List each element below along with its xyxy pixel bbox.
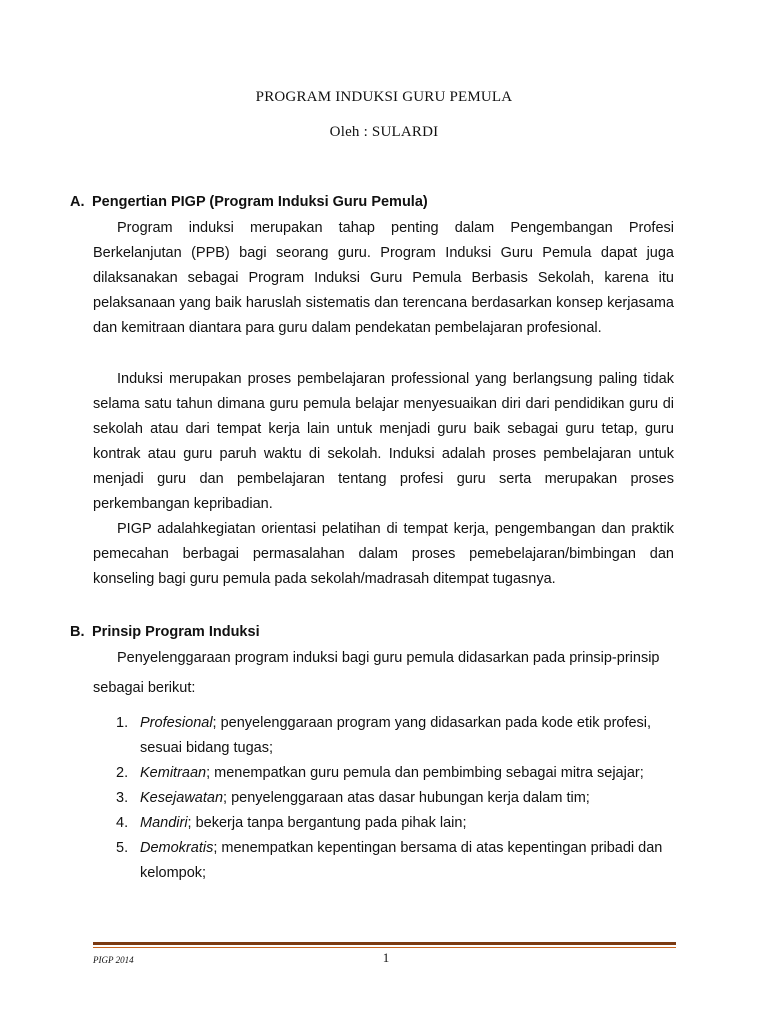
- footer-label: PIGP 2014: [93, 955, 134, 965]
- footer-rule-thick: [93, 942, 676, 945]
- page-number: 1: [382, 950, 390, 965]
- list-item: 5. Demokratis; menempatkan kepentingan bersama di atas kepentingan pribadi dan kelompok;: [116, 840, 663, 881]
- section-a-letter: A.: [70, 194, 85, 210]
- section-a-title: Pengertian PIGP (Program Induksi Guru Pemula): [92, 194, 428, 210]
- section-b-letter: B.: [70, 624, 85, 640]
- list-item: 4. Mandiri; bekerja tanpa bergantung pada pihak lain;: [116, 815, 467, 831]
- document-author: Oleh : SULARDI: [329, 124, 439, 140]
- section-a-heading: [70, 194, 428, 210]
- section-b-title: Prinsip Program Induksi: [92, 624, 260, 640]
- list-item: 1. Profesional; penyelenggaraan program yang didasarkan pada kode etik profesi, sesuai bidang tugas;: [116, 715, 652, 756]
- section-a-paragraph-1: Program induksi merupakan tahap penting dalam Pengembangan Profesi Berkelanjutan (PPB) bagi seorang guru. Program Induksi Guru Pemula dapat juga dilaksanakan sebagai Program Induksi Guru Pemula Berbasis Sekolah, karena itu pelaksanaan yang baik haruslah sistematis dan terencana berdasarkan konsep kerjasama dan kemitraan diantara para guru dalam pendekatan pembelajaran profesional.: [93, 220, 674, 336]
- section-a-paragraph-2: Induksi merupakan proses pembelajaran professional yang berlangsung paling tidak selama satu tahun dimana guru pemula belajar menyesuaikan diri dari pendidikan guru di sekolah atau dari tempat kerja lain untuk menjadi guru baik sebagai guru tetap, guru kontrak atau guru paruh waktu di sekolah. Induksi adalah proses pembelajaran untuk menjadi guru dan pembelajaran tentang profesi guru serta merupakan proses perkembangan kepribadian.: [93, 371, 674, 512]
- section-a-paragraph-3: PIGP adalahkegiatan orientasi pelatihan di tempat kerja, pengembangan dan praktik pemecahan berbagai permasalahan dalam proses pemebelajaran/bimbingan dan konseling bagi guru pemula pada sekolah/madrasah ditempat tugasnya.: [93, 521, 674, 587]
- list-item: 2. Kemitraan; menempatkan guru pemula dan pembimbing sebagai mitra sejajar;: [116, 765, 644, 781]
- list-item: 3. Kesejawatan; penyelenggaraan atas dasar hubungan kerja dalam tim;: [116, 790, 590, 806]
- footer-rule-thin: [93, 947, 676, 948]
- section-b-intro: Penyelenggaraan program induksi bagi guru pemula didasarkan pada prinsip-prinsip sebagai berikut:: [93, 650, 660, 696]
- principles-list: [116, 711, 676, 886]
- document-title: PROGRAM INDUKSI GURU PEMULA: [255, 89, 513, 105]
- section-b-heading: [70, 624, 260, 640]
